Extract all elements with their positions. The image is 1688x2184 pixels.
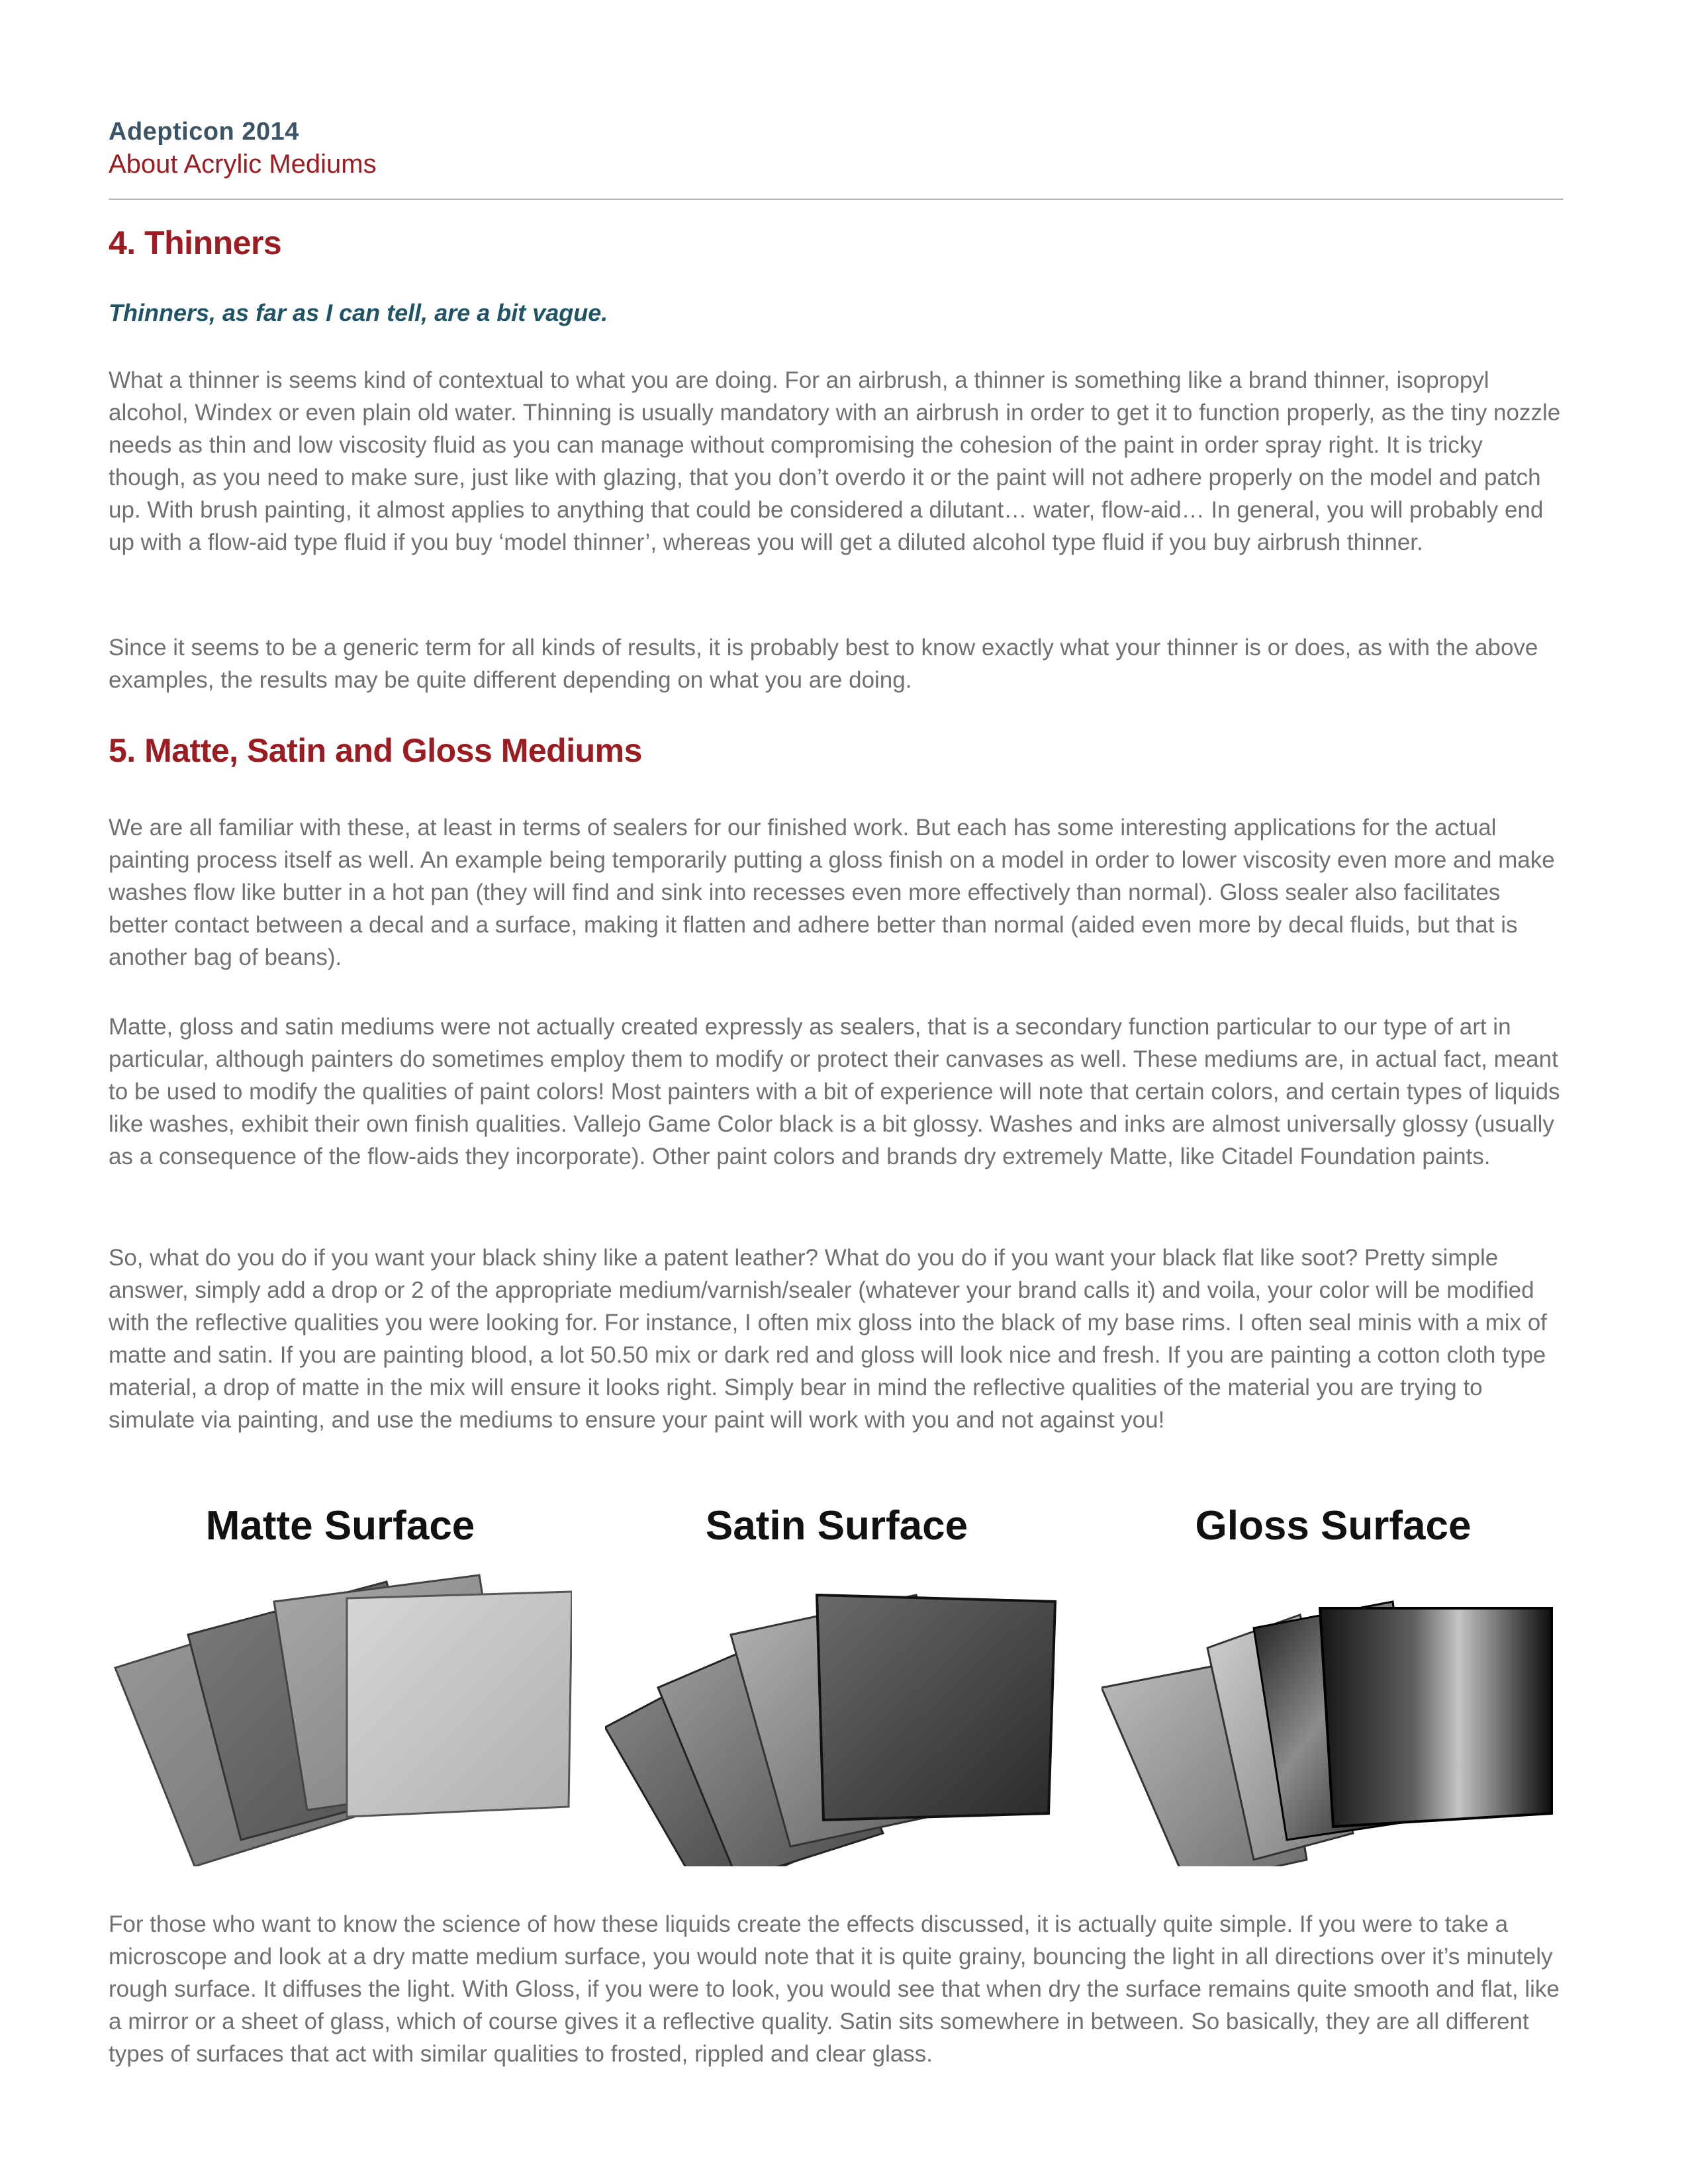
- section-4-paragraph-2: Since it seems to be a generic term for all kinds of results, it is probably best to know exactly what your thinner is or does, as with the above examples, the results may be quite different depending on what you are doing.: [109, 635, 1538, 693]
- gloss-surface-label: Gloss Surface: [1195, 1503, 1472, 1549]
- section-5-paragraph-3: So, what do you do if you want your black shiny like a patent leather? What do you do if you want your black flat like soot? Pretty simple answer, simply add a drop or 2 of the appropriate medium/varnish/sealer (whatever your brand calls it) and voila, your color will be modified with the reflective qualities you were looking for. For instance, I often mix gloss into the black of my base rims. I often seal minis with a mix of matte and satin. If you are painting blood, a lot 50.50 mix or dark red and gloss will look nice and fresh. If you are painting a cotton cloth type material, a drop of matte in the mix will ensure it looks right. Simply bear in mind the reflective qualities of the material you are trying to simulate via painting, and use the mediums to ensure your paint will work with you and not against you!: [109, 1245, 1547, 1433]
- section-5-paragraph-1: We are all familiar with these, at least in terms of sealers for our finished work. But each has some interesting applications for the actual painting process itself as well. An example being temporarily putting a gloss finish on a model in order to lower viscosity even more and make washes flow like butter in a hot pan (they will find and sink into recesses even more effectively than normal). Gloss sealer also facilitates better contact between a decal and a surface, making it flatten and adhere better than normal (aided even more by decal fluids, but that is another bag of beans).: [109, 815, 1555, 970]
- section-4-paragraph-1: What a thinner is seems kind of contextual to what you are doing. For an airbrush, a thinner is something like a brand thinner, isopropyl alcohol, Windex or even plain old water. Thinning is usually mandatory with an airbrush in order to get it to function properly, as the tiny nozzle needs as thin and low viscosity fluid as you can manage without compromising the cohesion of the paint in order spray right. It is tricky though, as you need to make sure, just like with glazing, that you don’t overdo it or the paint will not adhere properly on the model and patch up. With brush painting, it almost applies to anything that could be considered a dilutant… water, flow-aid… In general, you will probably end up with a flow-aid type fluid if you buy ‘model thinner’, whereas you will get a diluted alcohol type fluid if you buy airbrush thinner.: [109, 367, 1561, 555]
- section-5-paragraph-2: Matte, gloss and satin mediums were not actually created expressly as sealers, that is a secondary function particular to our type of art in particular, although painters do sometimes employ them to modify or protect their canvases as well. These mediums are, in actual fact, meant to be used to modify the qualities of paint colors! Most painters with a bit of experience will note that certain colors, and certain types of liquids like washes, exhibit their own finish qualities. Vallejo Game Color black is a bit glossy. Washes and inks are almost universally glossy (usually as a consequence of the flow-aids they incorporate). Other paint colors and brands dry extremely Matte, like Citadel Foundation paints.: [109, 1014, 1560, 1169]
- section-5-heading: 5. Matte, Satin and Gloss Mediums: [109, 732, 642, 769]
- surface-comparison-figure: [109, 1482, 1565, 1866]
- matte-surface-panel: [109, 1482, 572, 1866]
- satin-tiles-image: [605, 1555, 1068, 1866]
- satin-surface-label: Satin Surface: [705, 1503, 968, 1549]
- header-title: About Acrylic Mediums: [109, 150, 377, 179]
- matte-surface-label: Matte Surface: [205, 1503, 475, 1549]
- gloss-surface-panel: [1102, 1482, 1565, 1866]
- section-4-heading: 4. Thinners: [109, 224, 282, 261]
- header-divider: [109, 199, 1564, 200]
- section-5-paragraph-4: For those who want to know the science of how these liquids create the effects discussed, it is actually quite simple. If you were to take a microscope and look at a dry matte medium surface, you would note that it is quite grainy, bouncing the light in all directions over it’s minutely rough surface. It diffuses the light. With Gloss, if you were to look, you would see that when dry the surface remains quite smooth and flat, like a mirror or a sheet of glass, which of course gives it a reflective quality. Satin sits somewhere in between. So basically, they are all different types of surfaces that act with similar qualities to frosted, rippled and clear glass.: [109, 1911, 1560, 2067]
- section-4-lead: Thinners, as far as I can tell, are a bit vague.: [109, 299, 608, 326]
- header-event: Adepticon 2014: [109, 118, 299, 146]
- satin-surface-panel: [605, 1482, 1068, 1866]
- gloss-tiles-image: [1102, 1555, 1565, 1866]
- matte-tiles-image: [109, 1555, 572, 1866]
